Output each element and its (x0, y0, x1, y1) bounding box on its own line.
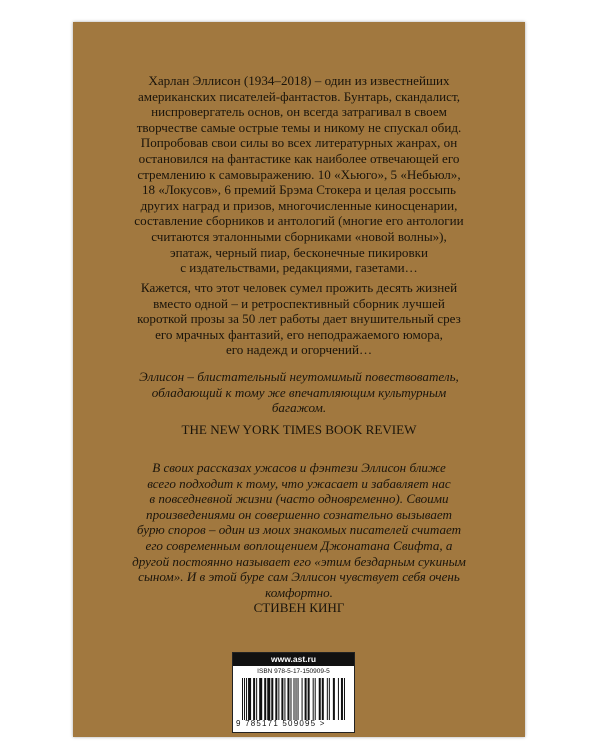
quote-attribution: THE NEW YORK TIMES BOOK REVIEW (181, 422, 417, 437)
book-teaser (73, 280, 525, 358)
quote-line: Эллисон – блистательный неутомимый повествователь, (139, 369, 459, 384)
barcode-panel (232, 652, 355, 733)
barcode-bar (264, 678, 266, 720)
barcode-bar (327, 678, 328, 720)
barcode-bar (302, 678, 303, 720)
bio-line: ниспровергатель основ, он всегда затрагивал в своем (151, 104, 447, 120)
teaser-line: Кажется, что этот человек сумел прожить десять жизней (140, 280, 458, 295)
bio-line: эпатаж, черный пиар, бесконечные пикировки (169, 244, 428, 260)
bio-line: остановился на фантастике как наиболее отвечающей его (138, 150, 460, 166)
barcode-bar (275, 678, 277, 720)
bio-line: 18 «Локусов», 6 премий Брэма Стокера и целая россыпь (141, 182, 456, 198)
bio-line: Харлан Эллисон (1934–2018) – один из известнейших (148, 73, 450, 88)
barcode-bar (341, 678, 343, 720)
quote-line: В своих рассказах ужасов и фэнтези Эллисон ближе (152, 460, 446, 475)
barcode-digits: 9 785171 509095 > (236, 719, 326, 728)
review-quote-king (73, 460, 525, 600)
barcode-bar (313, 678, 314, 720)
bio-line: американских писателей-фантастов. Бунтарь, скандалист, (137, 88, 461, 104)
barcode-bar (271, 678, 273, 720)
barcode-bar (244, 678, 245, 720)
barcode-bar (242, 678, 243, 720)
barcode-bar (308, 678, 310, 720)
quote-line: сыном». И в этой буре сам Эллисон чувствует себя очень (138, 569, 460, 585)
quote-line: в повседневной жизни (часто одновременно). Своими (149, 491, 449, 507)
barcode-bar (284, 678, 285, 720)
barcode-bar (248, 678, 251, 720)
teaser-line: его надежд и огорчений… (225, 342, 373, 358)
barcode-bar (287, 678, 289, 720)
barcode-bar (256, 678, 257, 720)
barcode-bar (290, 678, 291, 720)
publisher-url: www.ast.ru (233, 653, 354, 666)
barcode-bar (315, 678, 316, 720)
isbn-text: ISBN 978-5-17-150909-5 (257, 668, 330, 675)
quote-attribution: СТИВЕН КИНГ (253, 600, 345, 615)
quote-line: бурю споров – один из моих знакомых писателей считает (136, 522, 462, 538)
barcode-bar (259, 678, 262, 720)
barcode-bar (296, 678, 297, 720)
barcode-bar (294, 678, 295, 720)
quote-line: всего подходит к тому, что ужасает и забавляет нас (147, 475, 451, 491)
barcode-bar (253, 678, 255, 720)
quote-line: произведениями он совершенно сознательно вызывает (146, 506, 452, 522)
quote-source-nyt (73, 422, 525, 438)
quote-line: багажом. (271, 400, 327, 416)
bio-line: Попробовав свои силы во всех литературных жанрах, он (140, 135, 458, 151)
teaser-line: его мрачных фантазий, его неподражаемого юмора, (155, 326, 443, 342)
review-quote-nyt (73, 369, 525, 416)
barcode-bar (344, 678, 345, 720)
quote-line: его современным воплощением Джонатана Свифта, а (145, 537, 453, 553)
author-bio (73, 73, 525, 276)
bio-line: творчестве самые острые темы и никому не спускал обид. (136, 119, 462, 135)
quote-line: комфортно. (265, 584, 333, 600)
bio-line: с издательствами, редакциями, газетами… (180, 260, 418, 276)
bio-line: стремлению к самовыражению. 10 «Хьюго», 5 «Небьюл», (137, 166, 461, 182)
barcode-bar (298, 678, 299, 720)
barcode-bar (267, 678, 270, 720)
teaser-line: вместо одной – и ретроспективный сборник лучшей (153, 295, 445, 311)
barcode-bar (319, 678, 321, 720)
barcode-bar (322, 678, 324, 720)
barcode-bar (333, 678, 335, 720)
quote-line: другой постоянно называет его «этим бездарным сукиным (132, 553, 466, 569)
barcode-bar (281, 678, 283, 720)
bio-line: других наград и призов, многочисленные киносценарии, (140, 197, 458, 213)
quote-line: обладающий к тому же впечатляющим культурным (151, 384, 447, 400)
bio-line: считаются эталонными сборниками «новой волны»), (151, 228, 447, 244)
barcode-bar (305, 678, 307, 720)
barcode-bar (338, 678, 339, 720)
barcode-bars (242, 678, 346, 720)
barcode-bar (246, 678, 247, 720)
book-back-cover (73, 22, 525, 737)
barcode-bar (329, 678, 330, 720)
barcode-bar (278, 678, 279, 720)
teaser-line: короткой прозы за 50 лет работы дает внушительный срез (137, 311, 461, 327)
quote-source-king (73, 600, 525, 616)
bio-line: составление сборников и антологий (многие его антологии (134, 213, 464, 229)
